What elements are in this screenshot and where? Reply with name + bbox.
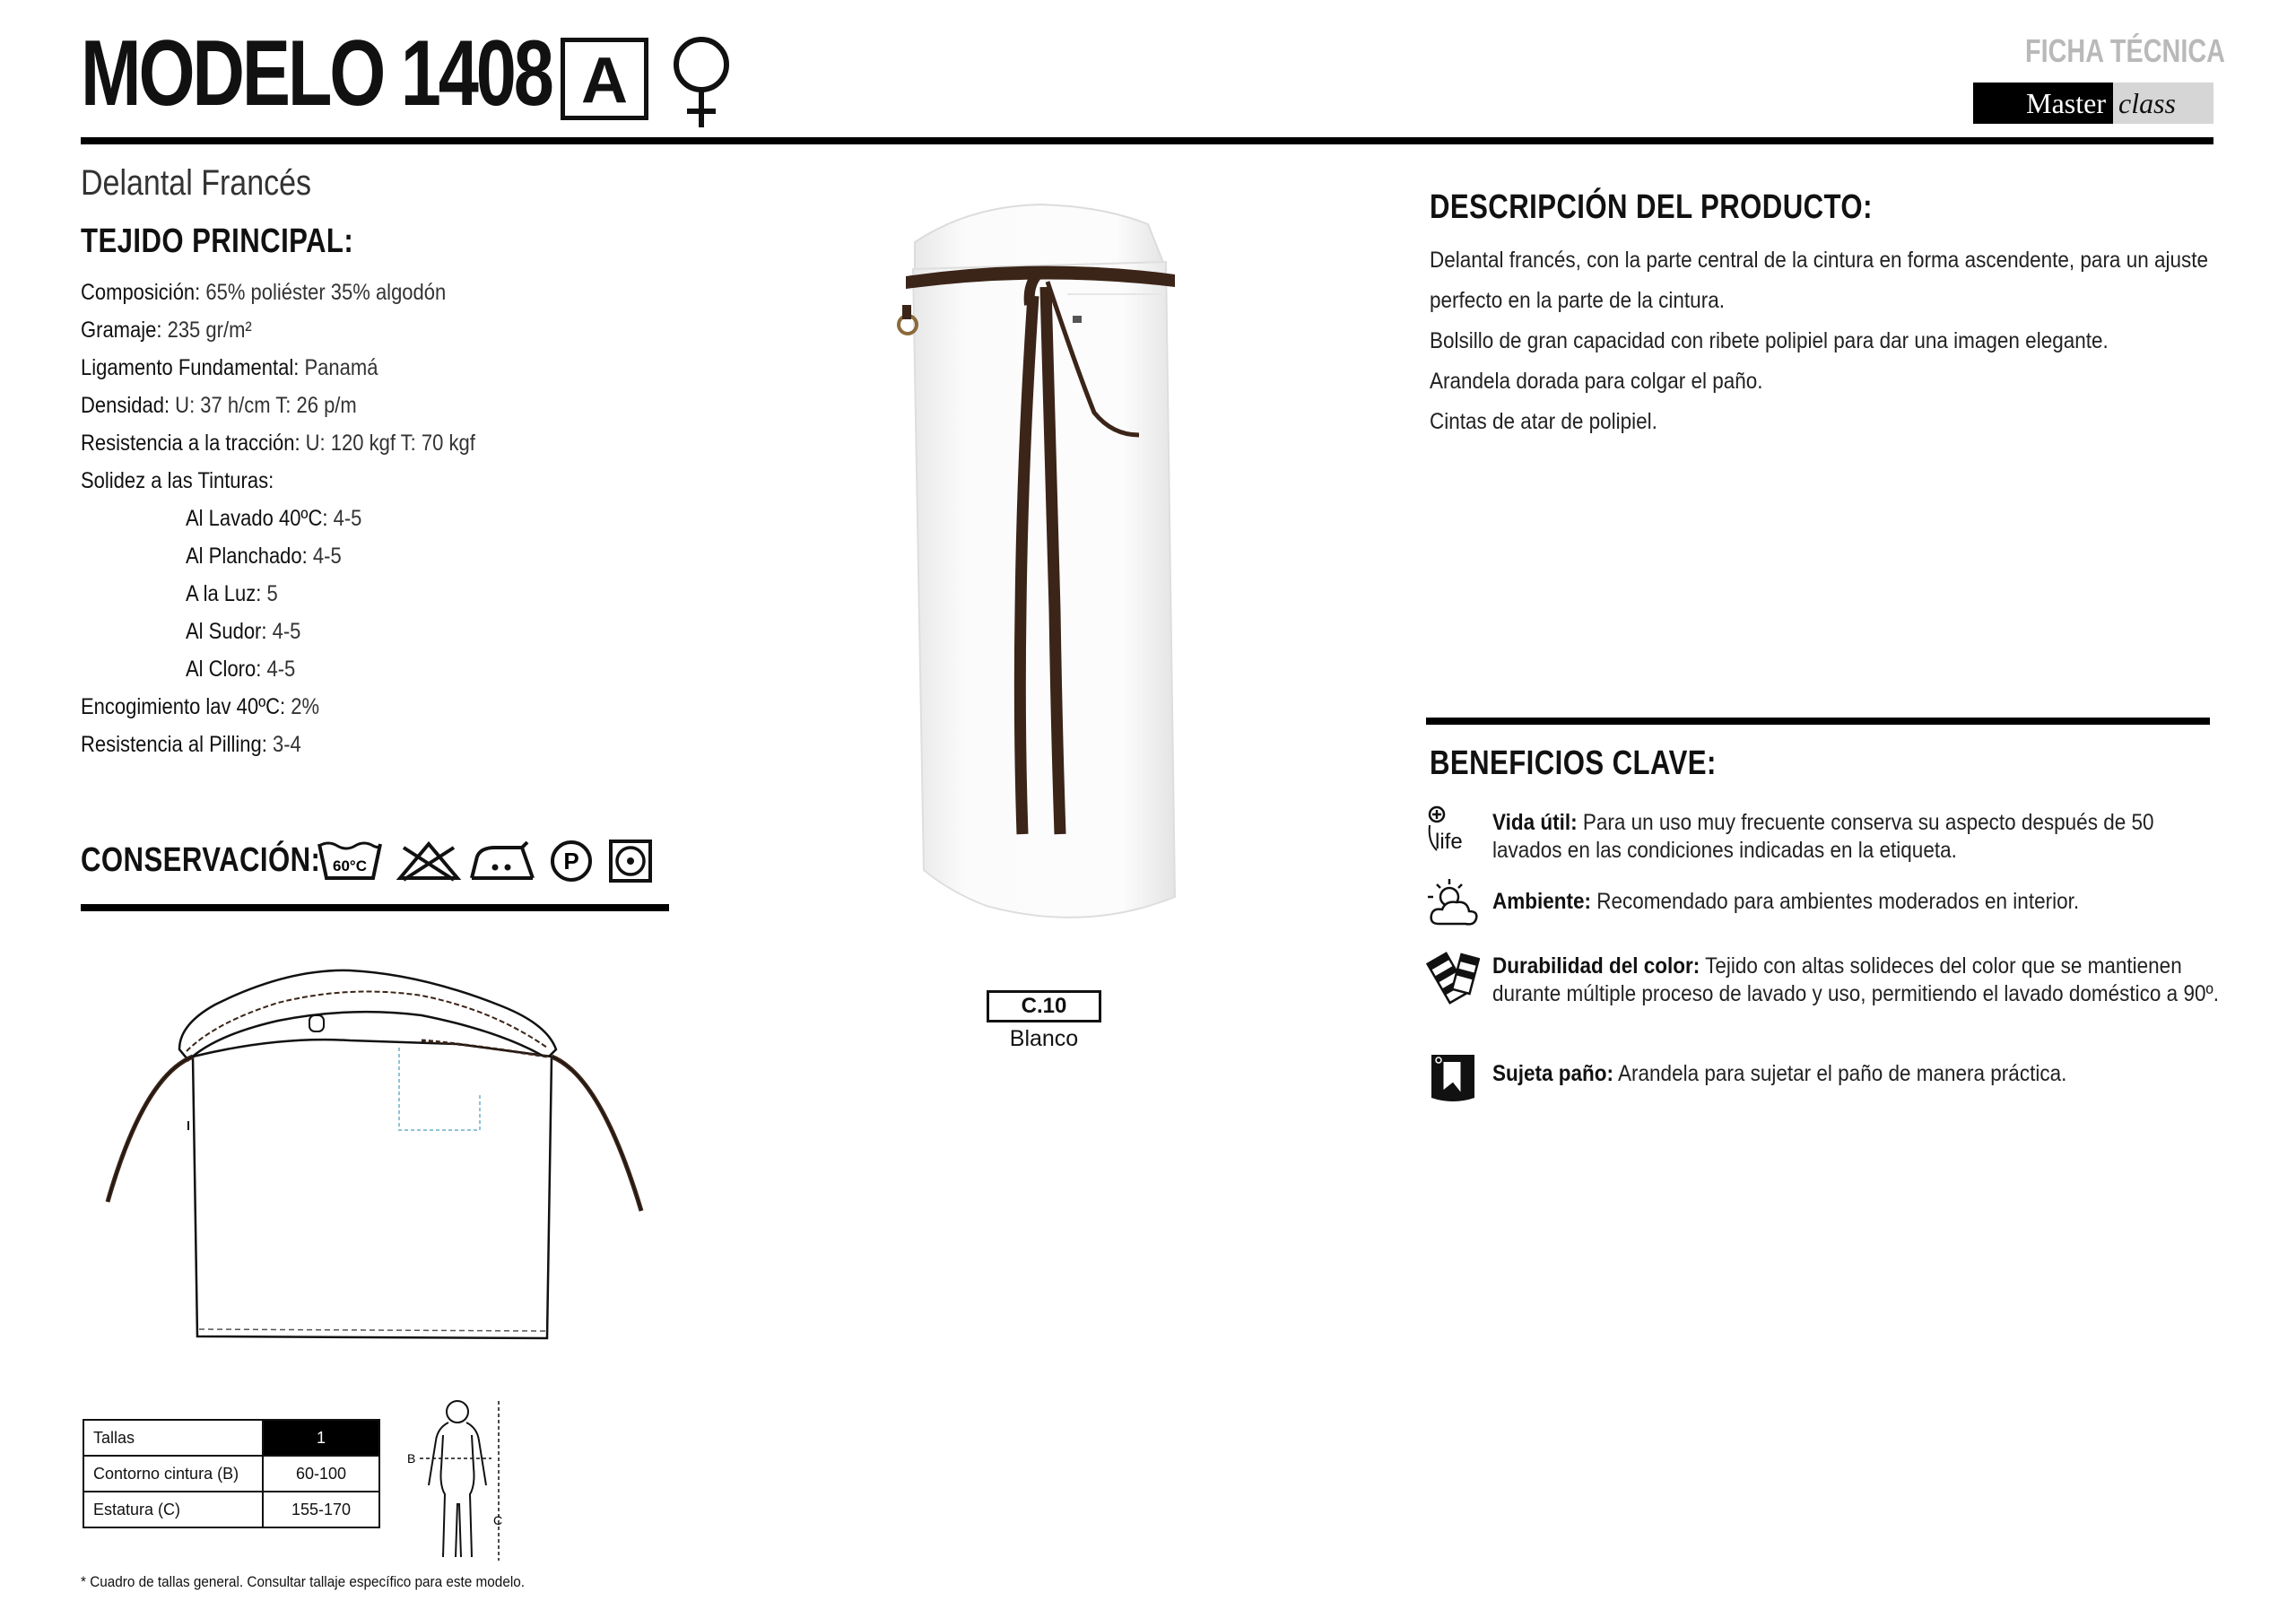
fabric-spec-row xyxy=(186,506,361,532)
spec-key: Encogimiento lav 40ºC: xyxy=(81,694,286,719)
no-bleach-icon xyxy=(395,839,463,883)
fabric-spec-row xyxy=(81,318,252,344)
body-measure-figure xyxy=(402,1396,518,1566)
wash-temp-label: 60°C xyxy=(333,857,367,874)
spec-key: Al Planchado: xyxy=(186,544,308,569)
brand-master: Master xyxy=(1973,83,2113,124)
benefits-heading: BENEFICIOS CLAVE: xyxy=(1430,744,1717,782)
benefit-text: Arandela para sujetar el paño de manera práctica. xyxy=(1613,1061,2067,1086)
description-line: Cintas de atar de polipiel. xyxy=(1430,409,1657,434)
fabric-spec-row xyxy=(81,393,357,419)
header-rule xyxy=(81,137,2213,144)
spec-value: 4-5 xyxy=(327,506,362,531)
care-rule xyxy=(81,904,669,911)
size-row-value: 155-170 xyxy=(263,1492,379,1527)
figure-label-c: C xyxy=(493,1513,503,1527)
fabric-heading: TEJIDO PRINCIPAL: xyxy=(81,222,354,260)
description-heading: DESCRIPCIÓN DEL PRODUCTO: xyxy=(1430,188,1873,226)
spec-key: Ligamento Fundamental: xyxy=(81,355,300,380)
benefit-title: Durabilidad del color: xyxy=(1492,953,1700,979)
spec-key: Resistencia al Pilling: xyxy=(81,732,267,757)
table-row xyxy=(83,1420,379,1456)
spec-value: 4-5 xyxy=(307,544,342,569)
apron-technical-drawing xyxy=(81,951,673,1345)
life-icon xyxy=(1426,805,1480,859)
model-title: MODELO 1408 xyxy=(81,22,552,126)
description-line: Delantal francés, con la parte central de la cintura en forma ascendente, para un ajuste xyxy=(1430,248,2209,273)
spec-value: U: 37 h/cm T: 26 p/m xyxy=(170,393,357,418)
spec-key: Al Lavado 40ºC: xyxy=(186,506,328,531)
color-swatch-icon xyxy=(1426,951,1480,1005)
size-header-value: 1 xyxy=(263,1420,379,1456)
wash-60-icon xyxy=(316,839,384,883)
fabric-spec-row xyxy=(81,468,274,494)
size-header-label: Tallas xyxy=(83,1420,263,1456)
tumble-dry-icon xyxy=(608,839,653,883)
spec-key: Solidez a las Tinturas: xyxy=(81,468,274,493)
spec-key: Al Sudor: xyxy=(186,619,267,644)
spec-value: 65% poliéster 35% algodón xyxy=(200,280,447,305)
brand-class: class xyxy=(2113,83,2213,124)
description-line: Bolsillo de gran capacidad con ribete polipiel para dar una imagen elegante. xyxy=(1430,328,2109,353)
size-row-value: 60-100 xyxy=(263,1456,379,1492)
spec-key: Resistencia a la tracción: xyxy=(81,431,300,456)
iron-medium-icon xyxy=(468,839,536,883)
benefit-item xyxy=(1492,1060,2219,1088)
fabric-spec-row xyxy=(81,431,475,457)
fabric-spec-row xyxy=(81,355,378,381)
product-name: Delantal Francés xyxy=(81,163,312,203)
benefit-title: Ambiente: xyxy=(1492,889,1592,914)
spec-key: Densidad: xyxy=(81,393,170,418)
description-line: perfecto en la parte de la cintura. xyxy=(1430,288,1725,313)
fabric-spec-row xyxy=(81,280,446,306)
table-row xyxy=(83,1456,379,1492)
size-row-label: Contorno cintura (B) xyxy=(83,1456,263,1492)
category-badge: A xyxy=(561,38,648,120)
spec-key: Gramaje: xyxy=(81,318,162,343)
spec-key: A la Luz: xyxy=(186,581,262,606)
dry-clean-letter: P xyxy=(563,848,579,874)
size-table xyxy=(83,1419,380,1528)
fabric-spec-row xyxy=(186,581,278,607)
female-symbol-icon xyxy=(665,32,737,131)
color-code-swatch: C.10 xyxy=(987,990,1101,1022)
fabric-spec-row xyxy=(186,544,342,570)
care-heading: CONSERVACIÓN: xyxy=(81,841,321,879)
spec-key: Composición: xyxy=(81,280,201,305)
benefit-text: Recomendado para ambientes moderados en interior. xyxy=(1591,889,2080,914)
fabric-spec-row xyxy=(81,694,319,720)
benefit-text: Para un uso muy frecuente conserva su aspecto después de 50 lavados en las condiciones indicadas en la etiqueta. xyxy=(1492,810,2154,863)
fabric-spec-row xyxy=(81,732,301,758)
spec-value: 4-5 xyxy=(266,619,301,644)
brand-logo xyxy=(1973,83,2213,124)
benefit-text: Tejido con altas solideces del color que se mantienen durante múltiple proceso de lavado y uso, permitiendo el lavado doméstico a 90º. xyxy=(1492,953,2219,1006)
benefit-item xyxy=(1492,953,2219,1008)
fabric-spec-row xyxy=(186,619,300,645)
spec-value: U: 120 kgf T: 70 kgf xyxy=(300,431,475,456)
spec-value: 5 xyxy=(261,581,278,606)
description-line: Arandela dorada para colgar el paño. xyxy=(1430,369,1763,394)
apron-product-photo xyxy=(861,188,1238,942)
table-row xyxy=(83,1492,379,1527)
ficha-tecnica-label: FICHA TÉCNICA xyxy=(2025,32,2225,69)
fabric-spec-row xyxy=(186,657,295,683)
spec-value: 4-5 xyxy=(261,657,296,682)
spec-value: 2% xyxy=(285,694,320,719)
benefit-item xyxy=(1492,809,2219,865)
benefits-rule xyxy=(1426,718,2210,725)
size-footnote: * Cuadro de tallas general. Consultar tallaje específico para este modelo. xyxy=(81,1573,525,1590)
color-name: Blanco xyxy=(1009,1026,1079,1051)
svg-text:life: life xyxy=(1435,830,1463,854)
towel-holder-icon xyxy=(1426,1049,1480,1103)
spec-value: Panamá xyxy=(299,355,378,380)
figure-label-b: B xyxy=(407,1451,416,1466)
size-row-label: Estatura (C) xyxy=(83,1492,263,1527)
spec-value: 3-4 xyxy=(266,732,301,757)
spec-key: Al Cloro: xyxy=(186,657,262,682)
benefit-title: Vida útil: xyxy=(1492,810,1578,835)
weather-icon xyxy=(1426,877,1480,931)
spec-value: 235 gr/m² xyxy=(161,318,252,343)
dry-clean-p-icon xyxy=(549,839,594,883)
benefit-title: Sujeta paño: xyxy=(1492,1061,1614,1086)
benefit-item xyxy=(1492,888,2219,916)
